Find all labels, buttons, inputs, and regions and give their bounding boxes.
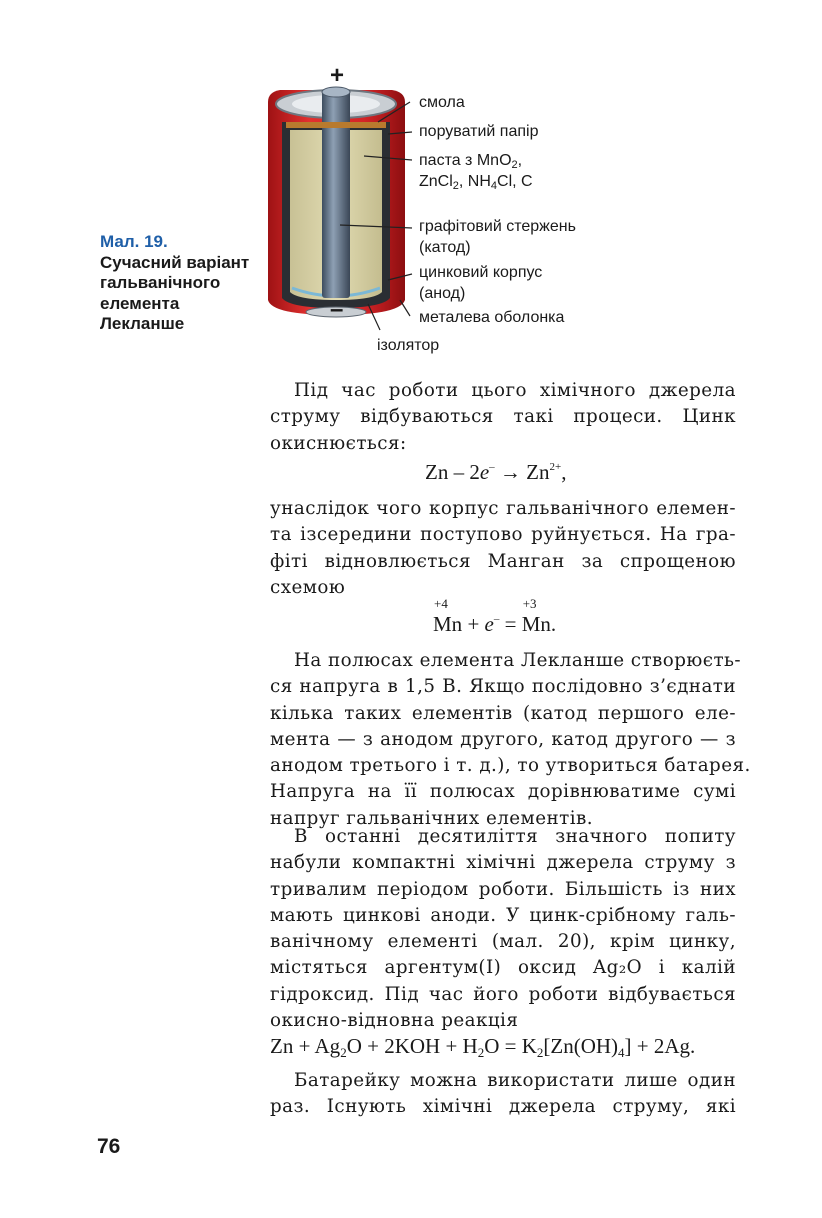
caption-text: Сучасний варіант гальванічного елемента Лекланше bbox=[100, 252, 250, 333]
plus-terminal: + bbox=[330, 62, 345, 89]
minus-terminal: – bbox=[330, 296, 344, 323]
figure-caption bbox=[100, 232, 250, 335]
page-number: 76 bbox=[97, 1135, 121, 1158]
paragraph-2: унаслідок чого корпус гальванічного елемен- та ізсередини поступово руйнується. На гра- фіті відновлюється Манган за спрощеною схемою bbox=[270, 498, 736, 598]
label-paste-1: паста з MnO$_2$, bbox=[419, 152, 523, 171]
label-graphite-2: (катод) bbox=[419, 239, 471, 256]
label-porous-paper: поруватий папір bbox=[419, 123, 539, 140]
label-zinc-1: цинковий корпус bbox=[419, 264, 543, 281]
paragraph-5: Батарейку можна використати лише один раз. Існують хімічні джерела струму, які bbox=[270, 1070, 736, 1118]
paragraph-1: Під час роботи цього хімічного джерела струму відбуваються такі процеси. Цинк окиснюється: bbox=[270, 380, 736, 454]
caption-number: Мал. 19. bbox=[100, 232, 168, 251]
formula-manganese-reduction: +4 Mn + e– = +3 Mn. bbox=[433, 596, 557, 636]
formula-silver-zinc-reaction: $Zn + Ag_2O + 2KOH + H_2O = K_2[Zn(OH)_4] + 2Ag$. bbox=[270, 1034, 696, 1060]
label-metal-shell: металева оболонка bbox=[419, 309, 565, 326]
label-insulator: ізолятор bbox=[377, 337, 440, 354]
formula-zinc-oxidation: $Zn - 2e^- \to Zn^{2+}$, bbox=[425, 460, 567, 484]
graphite-rod bbox=[322, 90, 350, 298]
label-graphite-1: графітовий стержень bbox=[419, 218, 576, 235]
battery-figure bbox=[260, 60, 600, 360]
label-zinc-2: (анод) bbox=[419, 285, 466, 302]
paragraph-3: На полюсах елемента Лекланше створюєть- ся напруга в 1,5 В. Якщо послідовно з’єднати кілька таких елементів (катод першого еле- мента — з анодом другого, катод другого — з анодом третього і т. д.), то утвориться батарея. Напруга на її полюсах дорівнюватиме сумі напруг гальванічних елементів. bbox=[270, 650, 751, 829]
label-resin: смола bbox=[419, 94, 465, 111]
label-paste-2: ZnCl$_2$, $NH_4Cl$, C bbox=[419, 173, 533, 192]
paragraph-4: В останні десятиліття значного попиту набули компактні хімічні джерела струму з тривалим періодом роботи. Більшість із них мають цинкові аноди. У цинк-срібному галь- ванічному елементі (мал. 20), крім цинку, містяться аргентум(I) оксид Ag₂O і калій гідроксид. Під час його роботи відбувається окисно-відновна реакція bbox=[270, 826, 736, 1032]
